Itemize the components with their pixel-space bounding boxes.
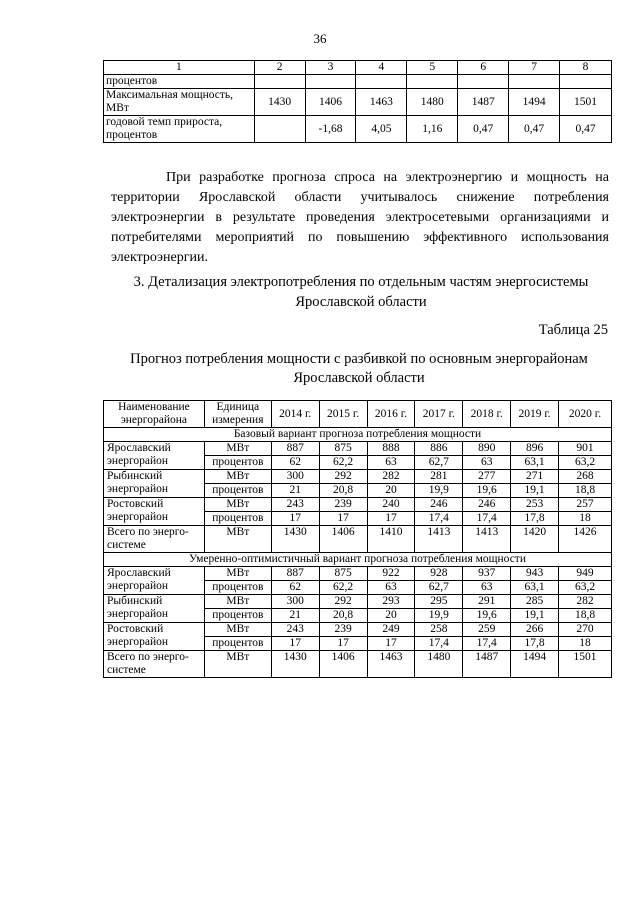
- table-cell: 249: [367, 623, 415, 637]
- region-name: Ярославский энергорайон: [104, 442, 205, 470]
- table-cell: 20: [367, 609, 415, 623]
- table-cell: 62: [271, 581, 319, 595]
- table-row: [104, 89, 612, 116]
- table-cell: 943: [511, 567, 559, 581]
- table-cell: 243: [271, 623, 319, 637]
- power-forecast-table: [103, 400, 612, 678]
- table-cell: 18,8: [559, 609, 612, 623]
- unit-cell: МВт: [204, 470, 271, 484]
- table-cell: 17,4: [463, 637, 511, 651]
- table-row: [104, 116, 612, 143]
- table-row: [104, 498, 612, 512]
- table-cell: 285: [511, 595, 559, 609]
- table-cell: 896: [511, 442, 559, 456]
- table-cell: 281: [415, 470, 463, 484]
- header-unit: Единица измерения: [204, 401, 271, 428]
- table-cell: 1494: [511, 651, 559, 678]
- column-number: 2: [254, 61, 305, 75]
- table-cell: 1410: [367, 526, 415, 553]
- table-cell: 888: [367, 442, 415, 456]
- column-number: 5: [407, 61, 458, 75]
- header-year: 2018 г.: [463, 401, 511, 428]
- table-cell: 63,2: [559, 581, 612, 595]
- table-row: [104, 623, 612, 637]
- header-year: 2014 г.: [271, 401, 319, 428]
- table-cell: 887: [271, 567, 319, 581]
- table-row: [104, 595, 612, 609]
- table-cell: 282: [559, 595, 612, 609]
- total-label: Всего по энерго-системе: [104, 651, 205, 678]
- table-cell: 20: [367, 484, 415, 498]
- table-cell: 258: [415, 623, 463, 637]
- table-cell: 63: [463, 456, 511, 470]
- table-cell: 17: [271, 637, 319, 651]
- table-cell: 291: [463, 595, 511, 609]
- table-cell: 270: [559, 623, 612, 637]
- table-cell: 271: [511, 470, 559, 484]
- table-cell: 62,2: [319, 456, 367, 470]
- table-cell: [560, 75, 612, 89]
- table-cell: 949: [559, 567, 612, 581]
- section-title: 3. Детализация электропотребления по отдельным частям энергосистемы Ярославской области: [133, 274, 589, 310]
- table-cell: 239: [319, 623, 367, 637]
- table-cell: 17,4: [463, 512, 511, 526]
- table-cell: 875: [319, 567, 367, 581]
- table-row: [104, 470, 612, 484]
- table-cell: 19,1: [511, 484, 559, 498]
- table-cell: 1501: [559, 651, 612, 678]
- table-cell: 1413: [415, 526, 463, 553]
- table-cell: 21: [271, 484, 319, 498]
- table-cell: 63,1: [511, 581, 559, 595]
- region-name: Рыбинский энергорайон: [104, 595, 205, 623]
- table-cell: 875: [319, 442, 367, 456]
- table-cell: 18: [559, 512, 612, 526]
- unit-cell: процентов: [204, 581, 271, 595]
- table-cell: 266: [511, 623, 559, 637]
- total-row: [104, 526, 612, 553]
- table-cell: 18: [559, 637, 612, 651]
- unit-cell: МВт: [204, 595, 271, 609]
- unit-cell: процентов: [204, 609, 271, 623]
- table-cell: 17,8: [511, 512, 559, 526]
- row-label: Максимальная мощность, МВт: [104, 89, 255, 116]
- table-cell: 4,05: [356, 116, 407, 143]
- region-name: Ростовский энергорайон: [104, 498, 205, 526]
- unit-cell: процентов: [204, 484, 271, 498]
- unit-cell: МВт: [204, 567, 271, 581]
- row-label: годовой темп прироста, процентов: [104, 116, 255, 143]
- table-cell: [509, 75, 560, 89]
- table-cell: 1487: [463, 651, 511, 678]
- unit-cell: МВт: [204, 623, 271, 637]
- header-year: 2015 г.: [319, 401, 367, 428]
- table-cell: 62: [271, 456, 319, 470]
- column-number: 7: [509, 61, 560, 75]
- unit-cell: МВт: [204, 651, 271, 678]
- table-label: Таблица 25: [538, 322, 608, 338]
- table-cell: 259: [463, 623, 511, 637]
- table-cell: 19,1: [511, 609, 559, 623]
- table-cell: 62,7: [415, 456, 463, 470]
- table-row: [104, 567, 612, 581]
- table-cell: 1420: [511, 526, 559, 553]
- table-cell: 890: [463, 442, 511, 456]
- table-cell: 901: [559, 442, 612, 456]
- table-cell: 1426: [559, 526, 612, 553]
- region-name: Рыбинский энергорайон: [104, 470, 205, 498]
- table-cell: 17: [367, 637, 415, 651]
- table-cell: 937: [463, 567, 511, 581]
- table-cell: 0,47: [560, 116, 612, 143]
- table-cell: 292: [319, 595, 367, 609]
- column-number: 8: [560, 61, 612, 75]
- table-cell: [407, 75, 458, 89]
- table-cell: 1463: [367, 651, 415, 678]
- table-cell: 257: [559, 498, 612, 512]
- table-cell: 253: [511, 498, 559, 512]
- unit-cell: МВт: [204, 526, 271, 553]
- header-year: 2016 г.: [367, 401, 415, 428]
- table-cell: 19,9: [415, 609, 463, 623]
- table-cell: 19,6: [463, 484, 511, 498]
- header-year: 2017 г.: [415, 401, 463, 428]
- table-cell: 240: [367, 498, 415, 512]
- table-cell: 928: [415, 567, 463, 581]
- table-cell: 17,4: [415, 637, 463, 651]
- variant-row: [104, 553, 612, 567]
- table-cell: 282: [367, 470, 415, 484]
- table-cell: 277: [463, 470, 511, 484]
- table-cell: 1487: [458, 89, 509, 116]
- table-cell: 1430: [254, 89, 305, 116]
- table-cell: 1406: [305, 89, 356, 116]
- unit-cell: процентов: [204, 637, 271, 651]
- page-number: 36: [313, 31, 327, 46]
- column-number: 4: [356, 61, 407, 75]
- table-cell: [305, 75, 356, 89]
- table-cell: 1430: [271, 651, 319, 678]
- unit-cell: процентов: [204, 456, 271, 470]
- table-cell: 295: [415, 595, 463, 609]
- table-cell: 1406: [319, 651, 367, 678]
- table-cell: 17: [367, 512, 415, 526]
- table-cell: 922: [367, 567, 415, 581]
- table-cell: 1,16: [407, 116, 458, 143]
- table-cell: 1480: [407, 89, 458, 116]
- table-cell: 1406: [319, 526, 367, 553]
- unit-cell: процентов: [204, 512, 271, 526]
- table-cell: 19,6: [463, 609, 511, 623]
- table-cell: [356, 75, 407, 89]
- table-cell: 1430: [271, 526, 319, 553]
- forecast-paragraph: При разработке прогноза спроса на электроэнергию и мощность на территории Ярославской области учитывалось снижение потребления электроэнергии в результате проведения электросетевыми организациями и потребителями мероприятий по повышению эффективного использования электроэнергии.: [111, 170, 609, 265]
- continued-power-table: [103, 60, 612, 143]
- table-cell: 268: [559, 470, 612, 484]
- total-row: [104, 651, 612, 678]
- total-label: Всего по энерго-системе: [104, 526, 205, 553]
- table-cell: 1501: [560, 89, 612, 116]
- table-cell: 19,9: [415, 484, 463, 498]
- variant-title: Умеренно-оптимистичный вариант прогноза потребления мощности: [104, 553, 612, 567]
- table-cell: 62,7: [415, 581, 463, 595]
- table-cell: 63: [367, 456, 415, 470]
- table-cell: 20,8: [319, 609, 367, 623]
- header-year: 2020 г.: [559, 401, 612, 428]
- header-region-name: Наименование энергорайона: [104, 401, 205, 428]
- table-cell: 293: [367, 595, 415, 609]
- table-cell: [254, 75, 305, 89]
- table-cell: 887: [271, 442, 319, 456]
- variant-title: Базовый вариант прогноза потребления мощности: [104, 428, 612, 442]
- table-cell: 63: [367, 581, 415, 595]
- table-cell: 17,4: [415, 512, 463, 526]
- table-cell: 246: [415, 498, 463, 512]
- table-cell: 0,47: [458, 116, 509, 143]
- table-cell: 63,2: [559, 456, 612, 470]
- table-cell: 1413: [463, 526, 511, 553]
- unit-cell: МВт: [204, 442, 271, 456]
- table-cell: 17: [319, 512, 367, 526]
- table-cell: 1463: [356, 89, 407, 116]
- table-cell: 20,8: [319, 484, 367, 498]
- table-cell: 300: [271, 470, 319, 484]
- variant-row: [104, 428, 612, 442]
- table-cell: 17,8: [511, 637, 559, 651]
- table-cell: 239: [319, 498, 367, 512]
- table-cell: [458, 75, 509, 89]
- table-cell: 63,1: [511, 456, 559, 470]
- table-cell: 292: [319, 470, 367, 484]
- table-cell: 17: [271, 512, 319, 526]
- table-title: Прогноз потребления мощности с разбивкой по основным энергорайонам Ярославской области: [130, 351, 588, 386]
- column-number: 3: [305, 61, 356, 75]
- table-header-row: [104, 61, 612, 75]
- column-number: 6: [458, 61, 509, 75]
- table-cell: 886: [415, 442, 463, 456]
- table-cell: 62,2: [319, 581, 367, 595]
- table-cell: 21: [271, 609, 319, 623]
- region-name: Ярославский энергорайон: [104, 567, 205, 595]
- column-number: 1: [104, 61, 255, 75]
- table-cell: 246: [463, 498, 511, 512]
- table-header-row: [104, 401, 612, 428]
- row-label: процентов: [104, 75, 255, 89]
- unit-cell: МВт: [204, 498, 271, 512]
- table-cell: 243: [271, 498, 319, 512]
- table-cell: 1480: [415, 651, 463, 678]
- table-cell: 18,8: [559, 484, 612, 498]
- table-cell: -1,68: [305, 116, 356, 143]
- table-row: [104, 75, 612, 89]
- table-cell: 0,47: [509, 116, 560, 143]
- table-cell: 63: [463, 581, 511, 595]
- table-cell: [254, 116, 305, 143]
- table-row: [104, 442, 612, 456]
- table-cell: 17: [319, 637, 367, 651]
- header-year: 2019 г.: [511, 401, 559, 428]
- table-cell: 1494: [509, 89, 560, 116]
- table-cell: 300: [271, 595, 319, 609]
- region-name: Ростовский энергорайон: [104, 623, 205, 651]
